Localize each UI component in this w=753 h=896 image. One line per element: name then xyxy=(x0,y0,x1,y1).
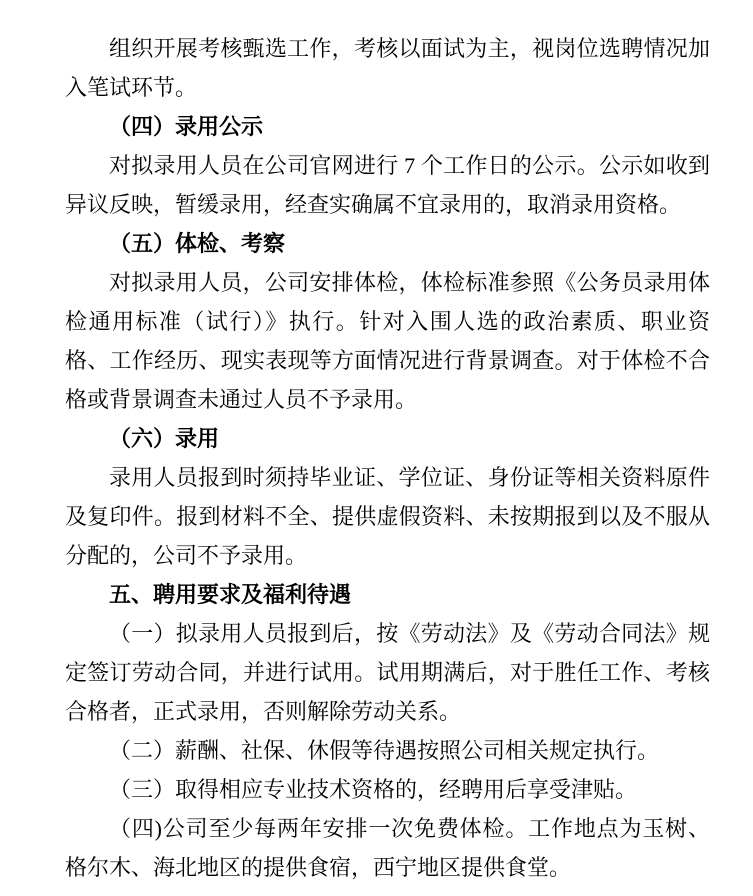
paragraph: （四)公司至少每两年安排一次免费体检。工作地点为玉树、格尔木、海北地区的提供食宿，西宁地区提供食堂。 xyxy=(65,816,710,880)
paragraph: （二）薪酬、社保、休假等待遇按照公司相关规定执行。 xyxy=(109,738,660,763)
paragraph: （三）取得相应专业技术资格的，经聘用后享受津贴。 xyxy=(109,777,638,802)
section-heading: （六）录用 xyxy=(109,426,220,451)
paragraph: 录用人员报到时须持毕业证、学位证、身份证等相关资料原件及复印件。报到材料不全、提供虚假资料、未按期报到以及不服从分配的，公司不予录用。 xyxy=(65,465,710,568)
paragraph: 对拟录用人员，公司安排体检，体检标准参照《公务员录用体检通用标准（试行）》执行。针对入围人选的政治素质、职业资格、工作经历、现实表现等方面情况进行背景调查。对于体检不合格或背景调查未通过人员不予录用。 xyxy=(65,270,710,412)
section-heading: （四）录用公示 xyxy=(109,114,264,139)
paragraph: （一）拟录用人员报到后，按《劳动法》及《劳动合同法》规定签订劳动合同，并进行试用。试用期满后，对于胜任工作、考核合格者，正式录用，否则解除劳动关系。 xyxy=(65,621,710,724)
section-heading: 五、聘用要求及福利待遇 xyxy=(109,582,352,607)
paragraph: 对拟录用人员在公司官网进行 7 个工作日的公示。公示如收到异议反映，暂缓录用，经查实确属不宜录用的，取消录用资格。 xyxy=(65,153,710,217)
paragraph: 组织开展考核甄选工作，考核以面试为主，视岗位选聘情况加入笔试环节。 xyxy=(65,36,710,100)
section-heading: （五）体检、考察 xyxy=(109,231,286,256)
document-body xyxy=(65,29,710,887)
